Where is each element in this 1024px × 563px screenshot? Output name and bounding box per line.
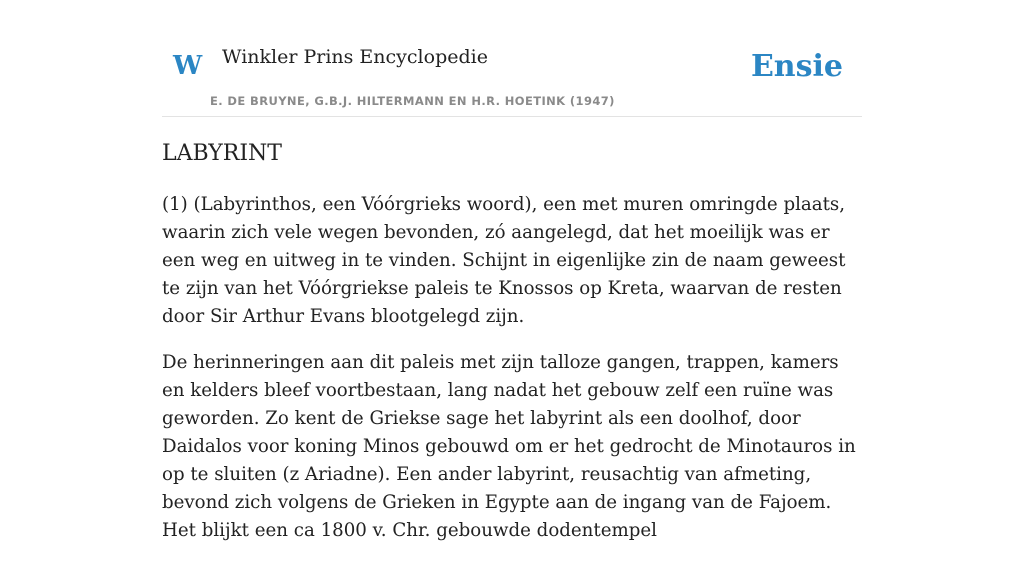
- entry-title: LABYRINT: [162, 141, 282, 166]
- source-logo-icon[interactable]: W: [173, 51, 203, 81]
- entry-paragraph-2: De herinneringen aan dit paleis met zijn talloze gangen, trappen, kamers en kelders bleef voortbestaan, lang nadat het gebouw zelf een ruïne was geworden. Zo kent de Griekse sage het labyrint als een doolhof, door Daidalos voor koning Minos gebouwd om er het gedrocht de Minotauros in op te sluiten (z Ariadne). Een ander labyrint, reusachtig van afmeting, bevond zich volgens de Grieken in Egypte aan de ingang van de Fajoem. Het blijkt een ca 1800 v. Chr. gebouwde dodentempel: [162, 351, 856, 541]
- entry-content: [162, 140, 864, 563]
- source-header: [162, 0, 862, 117]
- entry-paragraph-1: (1) (Labyrinthos, een Vóórgrieks woord), een met muren omringde plaats, waarin zich vele wegen bevonden, zó aangelegd, dat het moeilijk was er een weg en uitweg in te vinden. Schijnt in eigenlijke zin de naam geweest te zijn van het Vóórgriekse paleis te Knossos op Kreta, waarvan de resten door Sir Arthur Evans blootgelegd zijn.: [162, 193, 846, 327]
- ensie-logo[interactable]: Ensie: [750, 49, 843, 84]
- source-authors: E. DE BRUYNE, G.B.J. HILTERMANN EN H.R. HOETINK (1947): [210, 94, 615, 108]
- source-title-link[interactable]: Winkler Prins Encyclopedie: [222, 46, 488, 68]
